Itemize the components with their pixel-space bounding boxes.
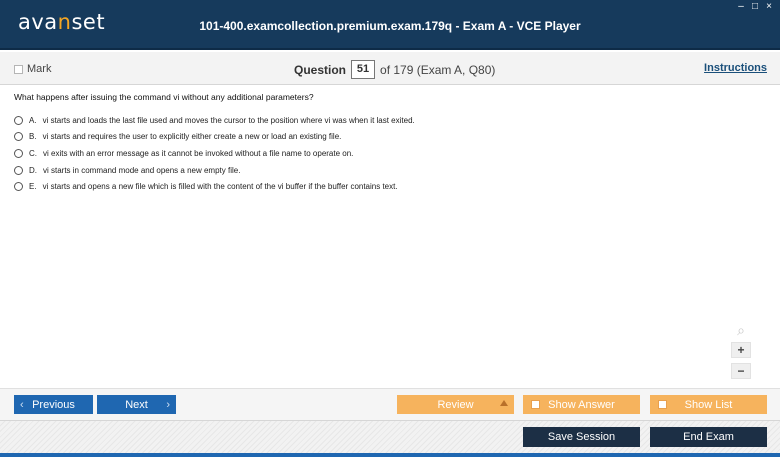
- option-letter: E.: [29, 182, 37, 192]
- checkbox-icon[interactable]: [658, 400, 667, 409]
- option-letter: A.: [29, 115, 37, 125]
- checkbox-icon[interactable]: [531, 400, 540, 409]
- question-label: Question: [294, 62, 347, 77]
- radio-icon[interactable]: [14, 116, 23, 125]
- answer-option-b[interactable]: [14, 129, 415, 146]
- triangle-up-icon: [500, 400, 508, 406]
- instructions-link[interactable]: Instructions: [704, 62, 767, 74]
- previous-label: Previous: [32, 398, 75, 411]
- magnifier-icon: ⌕: [737, 322, 745, 338]
- show-list-toggle[interactable]: [650, 395, 767, 414]
- footer-bar: [0, 420, 780, 457]
- mark-checkbox[interactable]: [14, 63, 51, 75]
- review-button[interactable]: [397, 395, 514, 414]
- checkbox-icon[interactable]: [14, 65, 23, 74]
- question-navigator: [294, 60, 495, 79]
- title-bar: [0, 0, 780, 50]
- zoom-in-button[interactable]: +: [731, 342, 751, 358]
- save-session-button[interactable]: Save Session: [523, 427, 640, 447]
- question-bar: [0, 52, 780, 85]
- mark-label: Mark: [27, 63, 52, 75]
- zoom-out-button[interactable]: −: [731, 363, 751, 379]
- option-letter: C.: [29, 148, 37, 158]
- show-answer-label: Show Answer: [548, 398, 615, 411]
- option-letter: B.: [29, 132, 37, 142]
- question-content: [0, 86, 780, 386]
- option-text: vi starts and loads the last file used and moves the cursor to the position where vi was when it last exited.: [42, 115, 415, 125]
- answer-option-d[interactable]: [14, 162, 415, 179]
- chevron-left-icon: ‹: [20, 398, 24, 411]
- radio-icon[interactable]: [14, 149, 23, 158]
- previous-button[interactable]: [14, 395, 93, 414]
- radio-icon[interactable]: [14, 182, 23, 191]
- avanset-logo: avanset: [18, 10, 106, 34]
- question-number-input[interactable]: 51: [351, 60, 375, 79]
- close-icon[interactable]: ×: [766, 1, 772, 12]
- navigation-bar: [0, 388, 780, 420]
- answer-option-c[interactable]: [14, 145, 415, 162]
- review-label: Review: [437, 398, 474, 411]
- next-button[interactable]: [97, 395, 176, 414]
- window-controls: [736, 2, 774, 12]
- chevron-right-icon: ›: [166, 398, 170, 411]
- show-answer-toggle[interactable]: [523, 395, 640, 414]
- radio-icon[interactable]: [14, 166, 23, 175]
- radio-icon[interactable]: [14, 132, 23, 141]
- answer-option-a[interactable]: [14, 112, 415, 129]
- question-text: What happens after issuing the command vi without any additional parameters?: [14, 92, 314, 102]
- maximize-icon[interactable]: □: [751, 1, 759, 12]
- answer-options: [14, 112, 415, 195]
- show-list-label: Show List: [684, 398, 733, 411]
- bottom-edge: [0, 453, 780, 457]
- answer-option-e[interactable]: [14, 178, 415, 195]
- question-count: of 179 (Exam A, Q80): [380, 62, 496, 77]
- end-exam-button[interactable]: End Exam: [650, 427, 767, 447]
- option-text: vi starts in command mode and opens a new empty file.: [43, 165, 241, 175]
- zoom-controls: [730, 323, 752, 379]
- option-text: vi starts and opens a new file which is filled with the content of the vi buffer if the buffer contains text.: [42, 182, 398, 192]
- option-text: vi exits with an error message as it cannot be invoked without a file name to operate on.: [43, 148, 354, 158]
- window-title: 101-400.examcollection.premium.exam.179q - Exam A - VCE Player: [199, 19, 581, 33]
- option-text: vi starts and requires the user to explicitly either create a new or load an existing file.: [42, 132, 342, 142]
- minimize-icon[interactable]: –: [738, 1, 744, 12]
- next-label: Next: [125, 398, 148, 411]
- option-letter: D.: [29, 165, 37, 175]
